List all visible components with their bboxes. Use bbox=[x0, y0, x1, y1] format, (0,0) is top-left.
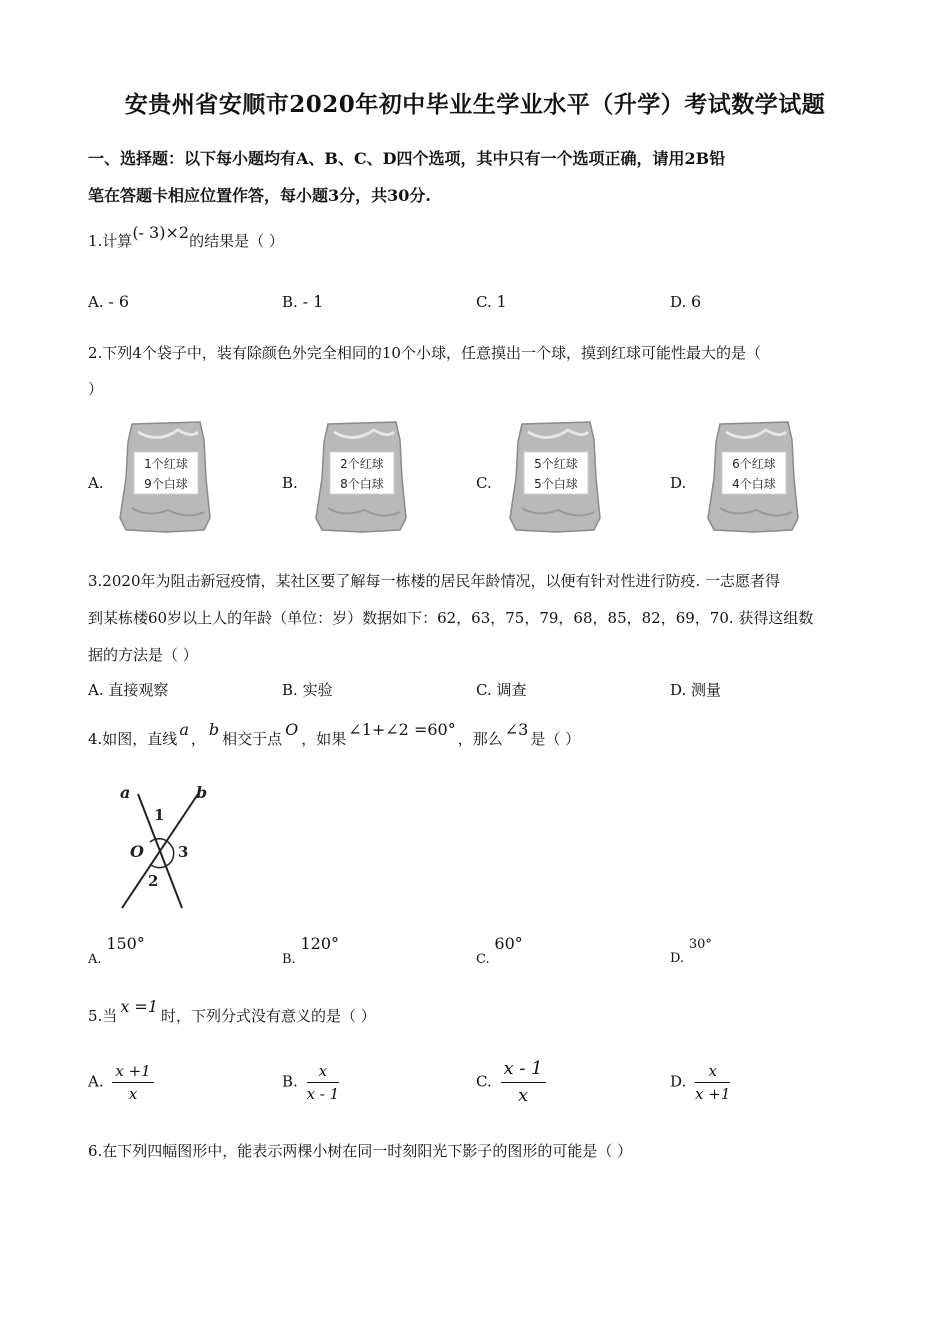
q1-prefix: 1.计算 bbox=[88, 232, 133, 250]
q4-condition: ∠1+∠2 =60° bbox=[348, 720, 456, 739]
question-4: 4.如图，直线 a ， b 相交于点 O ，如果 ∠1+∠2 =60° ，那么 ∠3 是（ ） bbox=[88, 720, 581, 748]
q5-c-fraction: $\frac{x - 1}{x}$ bbox=[501, 1056, 546, 1109]
label-angle-2: 2 bbox=[148, 872, 159, 890]
q4-option-d[interactable]: D. 30° bbox=[670, 937, 712, 966]
q4-intersecting-lines-figure bbox=[110, 780, 220, 915]
bag-b-white-count: 8个白球 bbox=[340, 477, 384, 491]
q1-expression: (- 3)×2 bbox=[132, 223, 190, 242]
q3-option-b[interactable]: B. 实验 bbox=[282, 681, 333, 699]
label-a: a bbox=[120, 783, 131, 802]
bag-illustration-d[interactable] bbox=[706, 418, 802, 536]
page-title: 安贵州省安顺市2020年初中毕业生学业水平（升学）考试数学试题 bbox=[124, 91, 826, 118]
label-b: b bbox=[196, 783, 208, 802]
q3-option-d[interactable]: D. 测量 bbox=[670, 681, 722, 699]
q4-option-c[interactable]: C. 60° bbox=[476, 934, 523, 967]
bag-illustration-a[interactable] bbox=[118, 418, 214, 536]
bag-a-red-count: 1个红球 bbox=[144, 457, 188, 471]
bag-c-red-count: 5个红球 bbox=[534, 457, 578, 471]
q1-option-d[interactable]: D. 6 bbox=[670, 292, 702, 311]
q4-point-o: O bbox=[285, 720, 299, 739]
bag-b-red-count: 2个红球 bbox=[340, 457, 384, 471]
q1-option-b[interactable]: B. - 1 bbox=[282, 292, 324, 311]
section-instructions-line1: 一、选择题：以下每小题均有A、B、C、D四个选项，其中只有一个选项正确，请用2B铅 bbox=[88, 149, 726, 168]
q4-option-a[interactable]: A. 150° bbox=[88, 934, 145, 967]
q5-d-fraction: $\frac{x}{x +1}$ bbox=[695, 1062, 731, 1103]
bag-d-white-count: 4个白球 bbox=[732, 477, 776, 491]
q5-option-c[interactable]: C. $\frac{x - 1}{x}$ bbox=[476, 1056, 546, 1109]
bag-d-red-count: 6个红球 bbox=[732, 457, 776, 471]
question-3-line2: 到某栋楼60岁以上人的年龄（单位：岁）数据如下：62，63，75，79，68，85，82，69，70. 获得这组数 bbox=[88, 609, 814, 627]
q4-angle-3: ∠3 bbox=[504, 720, 529, 739]
question-6: 6.在下列四幅图形中，能表示两棵小树在同一时刻阳光下影子的图形的可能是（ ） bbox=[88, 1142, 633, 1160]
bag-c-white-count: 5个白球 bbox=[534, 477, 578, 491]
q2-option-a-label[interactable]: A. bbox=[88, 474, 104, 492]
bag-illustration-b[interactable] bbox=[314, 418, 410, 536]
label-o: O bbox=[130, 842, 144, 861]
label-angle-3: 3 bbox=[178, 843, 189, 861]
q2-option-b-label[interactable]: B. bbox=[282, 474, 298, 492]
question-2-line2: ） bbox=[88, 380, 104, 398]
q2-option-c-label[interactable]: C. bbox=[476, 474, 492, 492]
q5-option-a[interactable]: A. $\frac{x +1}{x}$ bbox=[88, 1060, 154, 1105]
bag-illustration-c[interactable] bbox=[508, 418, 604, 536]
q5-option-d[interactable]: D. $\frac{x}{x +1}$ bbox=[670, 1062, 731, 1103]
q3-option-c[interactable]: C. 调查 bbox=[476, 681, 527, 699]
q5-condition: x =1 bbox=[120, 997, 159, 1016]
question-2-line1: 2.下列4个袋子中，装有除颜色外完全相同的10个小球，任意摸出一个球，摸到红球可能性最大的是（ bbox=[88, 344, 761, 362]
q4-line-b: b bbox=[208, 720, 220, 739]
q1-option-c[interactable]: C. 1 bbox=[476, 292, 507, 311]
section-instructions-line2: 笔在答题卡相应位置作答，每小题3分，共30分. bbox=[88, 186, 431, 205]
q5-a-fraction: $\frac{x +1}{x}$ bbox=[112, 1060, 153, 1105]
q1-suffix: 的结果是（ ） bbox=[189, 232, 284, 250]
q2-option-d-label[interactable]: D. bbox=[670, 474, 687, 492]
question-1 bbox=[88, 223, 284, 251]
q3-option-a[interactable]: A. 直接观察 bbox=[88, 681, 169, 699]
question-5: 5.当 x =1 时，下列分式没有意义的是（ ） bbox=[88, 997, 376, 1025]
q5-option-b[interactable]: B. $\frac{x}{x - 1}$ bbox=[282, 1062, 340, 1103]
q1-option-a[interactable]: A. - 6 bbox=[88, 292, 130, 311]
q4-line-a: a bbox=[179, 720, 189, 739]
q4-option-b[interactable]: B. 120° bbox=[282, 934, 340, 967]
label-angle-1: 1 bbox=[154, 806, 165, 824]
q5-b-fraction: $\frac{x}{x - 1}$ bbox=[306, 1062, 340, 1103]
question-3-line3: 据的方法是（ ） bbox=[88, 646, 198, 664]
question-3-line1: 3.2020年为阻击新冠疫情，某社区要了解每一栋楼的居民年龄情况，以便有针对性进行防疫. 一志愿者得 bbox=[88, 572, 781, 590]
bag-a-white-count: 9个白球 bbox=[144, 477, 188, 491]
